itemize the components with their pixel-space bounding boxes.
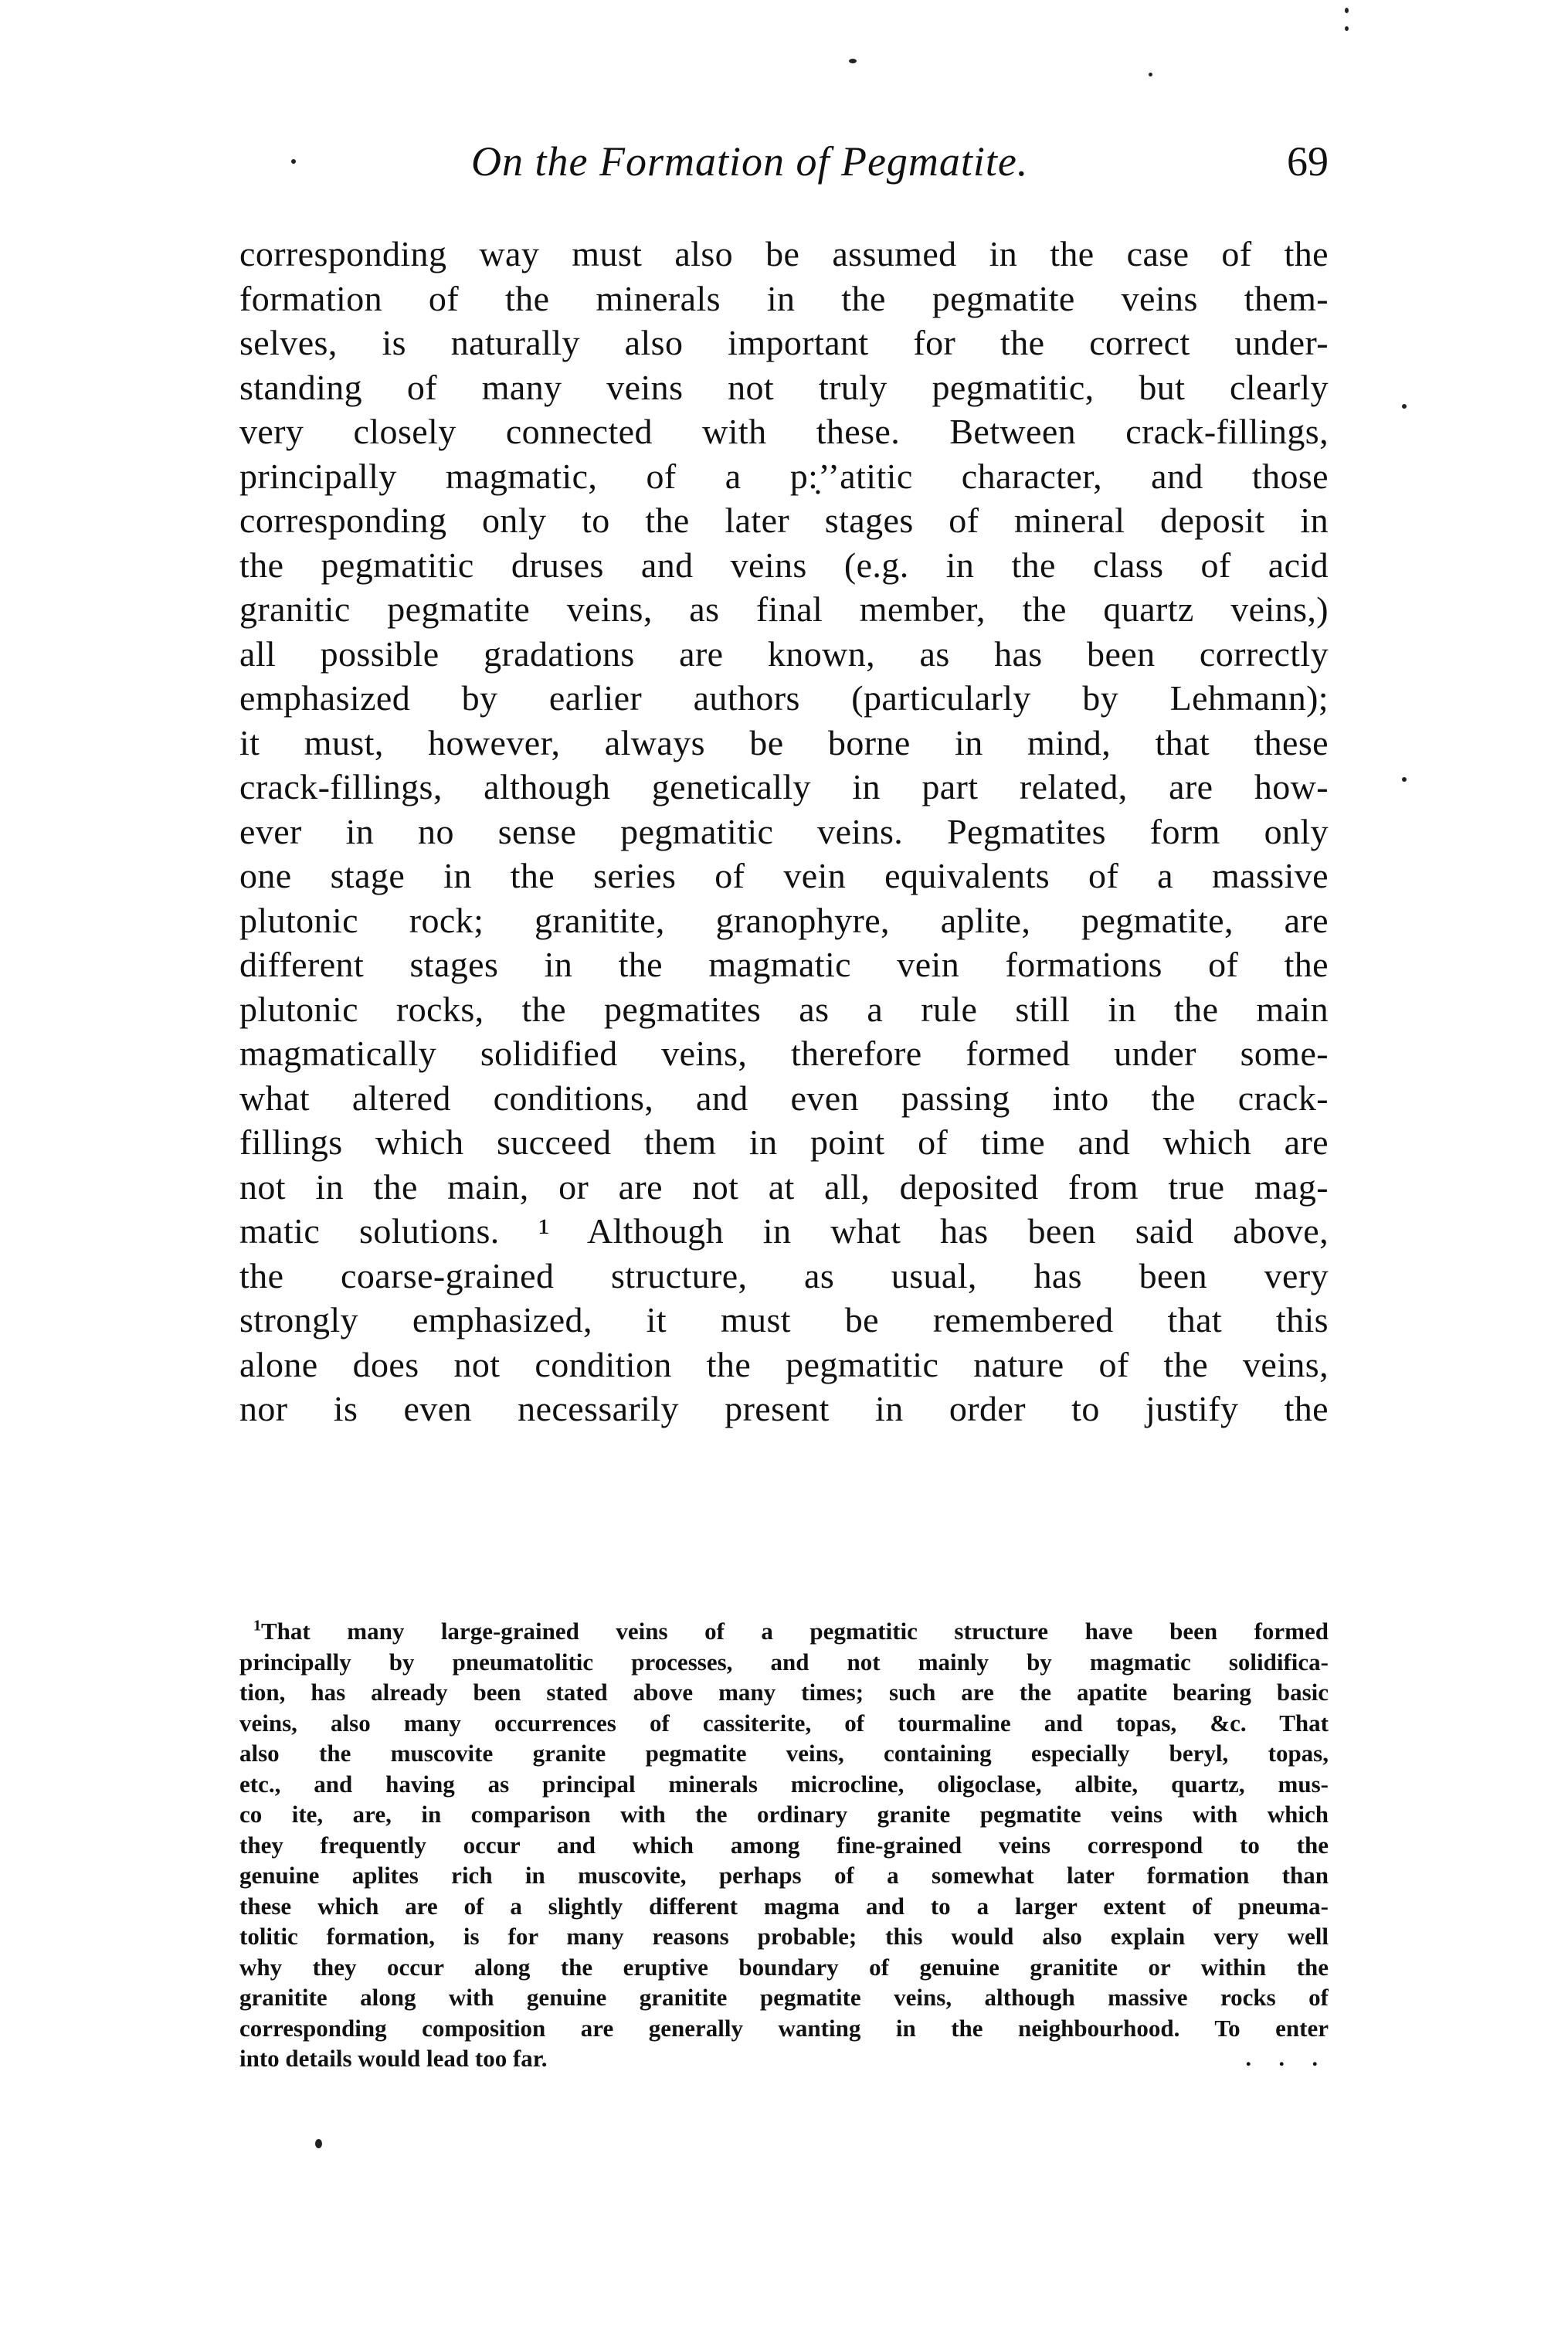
ink-speck bbox=[315, 2139, 322, 2148]
ink-speck bbox=[849, 59, 857, 63]
body-line: strongly emphasized, it must be remembered that this bbox=[239, 1300, 1329, 1339]
running-head bbox=[239, 138, 1329, 207]
body-line: plutonic rock; granitite, granophyre, aplite, pegmatite, are bbox=[239, 900, 1329, 940]
ink-speck bbox=[1345, 26, 1349, 31]
body-line: the pegmatitic druses and veins (e.g. in the class of acid bbox=[239, 545, 1329, 585]
footnote-line-text: That many large-grained veins of a pegmatitic structure have been formed bbox=[261, 1618, 1329, 1645]
body-line: crack-fillings, although genetically in part related, are how- bbox=[239, 767, 1329, 806]
running-title: On the Formation of Pegmatite. bbox=[471, 138, 1029, 185]
body-line: nor is even necessarily present in order to justify the bbox=[239, 1389, 1329, 1428]
body-line: corresponding only to the later stages of mineral deposit in bbox=[239, 501, 1329, 540]
footnote-line: they frequently occur and which among fine-grained veins correspond to the bbox=[239, 1831, 1329, 1859]
footnote-line: granitite along with genuine granitite pegmatite veins, although massive rocks of bbox=[239, 1984, 1329, 2011]
ink-speck bbox=[1402, 404, 1407, 409]
footnote-line: genuine aplites rich in muscovite, perhaps of a somewhat later formation than bbox=[239, 1862, 1329, 1889]
body-line: standing of many veins not truly pegmatitic, but clearly bbox=[239, 367, 1329, 407]
body-line: formation of the minerals in the pegmatite veins them- bbox=[239, 278, 1329, 318]
body-line: granitic pegmatite veins, as final member, the quartz veins,) bbox=[239, 589, 1329, 629]
footnote-line: also the muscovite granite pegmatite veins, containing especially beryl, topas, bbox=[239, 1740, 1329, 1767]
footnote-line: tion, has already been stated above many times; such are the apatite bearing basic bbox=[239, 1679, 1329, 1706]
body-line: what altered conditions, and even passing into the crack- bbox=[239, 1078, 1329, 1118]
body-line: alone does not condition the pegmatitic nature of the veins, bbox=[239, 1344, 1329, 1384]
footnote-line: corresponding composition are generally wanting in the neighbourhood. To enter bbox=[239, 2014, 1329, 2042]
ink-speck bbox=[1402, 777, 1407, 782]
footnote-line: why they occur along the eruptive boundary of genuine granitite or within the bbox=[239, 1953, 1329, 1981]
footnote-marker: 1 bbox=[253, 1617, 261, 1635]
footnote-line-text: into details would lead too far. bbox=[239, 2045, 548, 2072]
body-line: fillings which succeed them in point of time and which are bbox=[239, 1122, 1329, 1162]
body-line: ever in no sense pegmatitic veins. Pegmatites form only bbox=[239, 811, 1329, 851]
footnote-line: veins, also many occurrences of cassiterite, of tourmaline and topas, &c. That bbox=[239, 1709, 1329, 1737]
body-line: emphasized by earlier authors (particularly by Lehmann); bbox=[239, 678, 1329, 718]
body-line: it must, however, always be borne in mind, that these bbox=[239, 722, 1329, 762]
footnote-line: principally by pneumatolitic processes, and not mainly by magmatic solidifica- bbox=[239, 1648, 1329, 1676]
footnote-line: tolitic formation, is for many reasons probable; this would also explain very well bbox=[239, 1923, 1329, 1950]
page-number: 69 bbox=[1287, 138, 1329, 185]
body-line: principally magmatic, of a p:̣̣̣̣’’atitic character, and those bbox=[239, 456, 1329, 496]
footnote-line: co ite, are, in comparison with the ordinary granite pegmatite veins with which bbox=[239, 1801, 1329, 1828]
body-text bbox=[239, 232, 1329, 1431]
footnote-first-line bbox=[239, 1616, 1329, 1647]
footnote-line: etc., and having as principal minerals microcline, oligoclase, albite, quartz, mus- bbox=[239, 1770, 1329, 1798]
ink-speck bbox=[1149, 73, 1152, 76]
footnote-last-line bbox=[239, 2043, 1329, 2074]
body-line: selves, is naturally also important for the correct under- bbox=[239, 323, 1329, 362]
footnote-trailing-dots: . . . bbox=[1245, 2046, 1329, 2071]
body-line: matic solutions. ¹ Although in what has been said above, bbox=[239, 1211, 1329, 1251]
body-line: magmatically solidified veins, therefore formed under some- bbox=[239, 1034, 1329, 1073]
footnote bbox=[239, 1616, 1329, 2074]
body-line: very closely connected with these. Between crack-fillings, bbox=[239, 412, 1329, 451]
ink-speck bbox=[1345, 8, 1349, 13]
body-line: one stage in the series of vein equivalents of a massive bbox=[239, 856, 1329, 895]
body-line: the coarse-grained structure, as usual, has been very bbox=[239, 1255, 1329, 1295]
body-line: plutonic rocks, the pegmatites as a rule still in the main bbox=[239, 989, 1329, 1029]
body-line: different stages in the magmatic vein formations of the bbox=[239, 945, 1329, 984]
body-line: corresponding way must also be assumed in the case of the bbox=[239, 234, 1329, 273]
footnote-line: these which are of a slightly different magma and to a larger extent of pneuma- bbox=[239, 1892, 1329, 1920]
body-line: not in the main, or are not at all, deposited from true mag- bbox=[239, 1166, 1329, 1207]
body-line: all possible gradations are known, as has been correctly bbox=[239, 633, 1329, 674]
